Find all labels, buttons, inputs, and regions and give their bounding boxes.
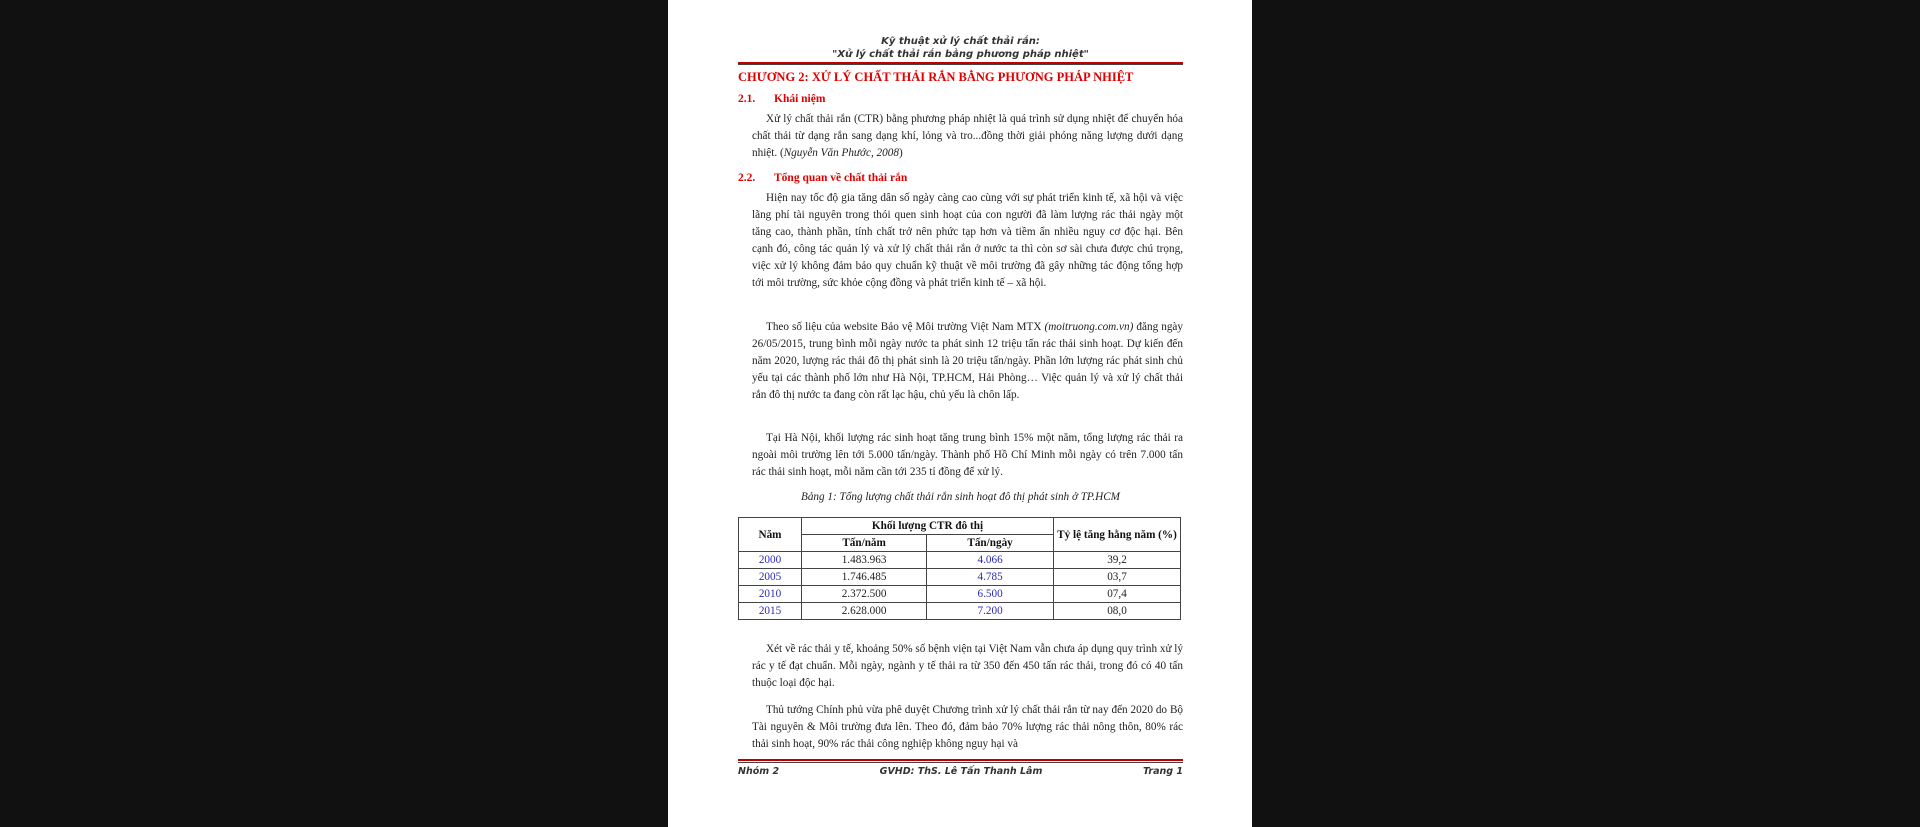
chapter-title: CHƯƠNG 2: XỬ LÝ CHẤT THẢI RẮN BẰNG PHƯƠNG PHÁP NHIỆT [738,70,1134,84]
paragraph-definition [752,111,1183,162]
paragraph-text-rest: đăng ngày 26/05/2015, trung bình mỗi ngày nước ta phát sinh 12 triệu tấn rác thải sinh hoạt. Dự kiến đến năm 2020, lượng rác thải đô thị phát sinh là 20 triệu tấn/ngày. Phần lớn lượng rác phát sinh chủ yếu tại các thành phố lớn như Hà Nội, TP.HCM, Hải Phòng… Việc quản lý và xử lý chất thải rắn đô thị nước ta đang còn rất lạc hậu, chủ yếu là chôn lấp. [752,321,1183,401]
cell-tons-per-day: 6.500 [927,586,1054,603]
document-page [668,0,1252,827]
header-growth-rate: Tỷ lệ tăng hằng năm (%) [1054,518,1181,552]
header-tons-per-day: Tấn/ngày [927,535,1054,552]
header-line-2: "Xử lý chất thải rắn bằng phương pháp nhiệt" [832,49,1089,60]
section-heading-2-1 [738,93,1183,105]
footer-supervisor: GVHD: ThS. Lê Tấn Thanh Lâm [879,766,1043,777]
paragraph-hanoi-hcm: Tại Hà Nội, khối lượng rác sinh hoạt tăng trung bình 15% một năm, tổng lượng rác thải ra ngoài môi trường lên tới 5.000 tấn/ngày. Thành phố Hồ Chí Minh mỗi ngày có trên 7.000 tấn rác thải sinh hoạt, mỗi năm cần tới 235 tỉ đồng để xử lý. [752,432,1183,478]
cell-year: 2015 [739,603,802,620]
cell-tons-per-year: 1.483.963 [802,552,927,569]
section-heading-2-2 [738,172,1183,184]
paragraph-statistics [752,319,1183,404]
paragraph-text: Xử lý chất thải rắn (CTR) bằng phương pháp nhiệt là quá trình sử dụng nhiệt để chuyển hóa chất thải từ dạng rắn sang dạng khí, lỏng và tro...đồng thời giải phóng năng lượng dưới dạng nhiệt. ( [752,113,1183,159]
header-tons-per-year: Tấn/năm [802,535,927,552]
paragraph-overview: Hiện nay tốc độ gia tăng dân số ngày càng cao cùng với sự phát triển kinh tế, xã hội và việc lãng phí tài nguyên trong thói quen sinh hoạt của con người đã làm lượng rác thải ngày một tăng cao, thành phần, tính chất trở nên phức tạp hơn và tiềm ẩn nhiều nguy cơ độc hại. Bên cạnh đó, công tác quản lý và xử lý chất thải rắn ở nước ta thì còn sơ sài chưa được chú trọng, việc xử lý không đảm bảo quy chuẩn kỹ thuật về môi trường đã gây những tác động tổng hợp tới môi trường, sức khỏe cộng đồng và phát triển kinh tế – xã hội. [752,192,1183,289]
cell-year: 2010 [739,586,802,603]
cell-tons-per-day: 7.200 [927,603,1054,620]
section-title: Tổng quan về chất thải rắn [774,172,908,184]
cell-growth-rate: 03,7 [1054,569,1181,586]
header-year: Năm [739,518,802,552]
website-citation: (moitruong.com.vn) [1044,321,1134,333]
section-number: 2.1. [738,93,756,105]
section-title: Khái niệm [774,93,826,105]
footer-group: Nhóm 2 [738,766,780,777]
cell-year: 2005 [739,569,802,586]
paragraph-medical-waste: Xét về rác thải y tế, khoảng 50% số bệnh viện tại Việt Nam vẫn chưa áp dụng quy trình xử lý rác y tế đạt chuẩn. Mỗi ngày, ngành y tế thải ra từ 350 đến 450 tấn rác thải, trong đó có 40 tấn thuộc loại độc hại. [752,643,1184,689]
section-number: 2.2. [738,172,756,184]
cell-tons-per-day: 4.785 [927,569,1054,586]
table-row [739,586,1181,603]
cell-tons-per-year: 2.372.500 [802,586,927,603]
cell-growth-rate: 08,0 [1054,603,1181,620]
waste-table [738,517,1181,620]
table-caption: Bảng 1: Tổng lượng chất thải rắn sinh hoạt đô thị phát sinh ở TP.HCM [801,491,1120,503]
footer-rule [738,759,1183,763]
paragraph-government-program: Thủ tướng Chính phủ vừa phê duyệt Chương trình xử lý chất thải rắn từ nay đến 2020 do Bộ Tài nguyên & Môi trường đưa lên. Theo đó, đảm bảo 70% lượng rác thải nông thôn, 80% rác thải sinh hoạt, 90% rác thải công nghiệp không nguy hại và [752,704,1183,750]
paragraph-text-end: ) [898,147,903,159]
table-row [739,569,1181,586]
header-mass: Khối lượng CTR đô thị [802,518,1054,535]
page-header [738,35,1183,61]
cell-tons-per-year: 2.628.000 [802,603,927,620]
table-header-row [739,518,1181,535]
cell-year: 2000 [739,552,802,569]
table-row [739,603,1181,620]
page-footer [738,766,1183,777]
cell-growth-rate: 39,2 [1054,552,1181,569]
header-rule [738,62,1183,65]
footer-page-number: Trang 1 [1142,766,1183,777]
citation: Nguyễn Văn Phước, 2008 [783,147,899,159]
cell-tons-per-year: 1.746.485 [802,569,927,586]
table-row [739,552,1181,569]
paragraph-text: Theo số liệu của website Bảo vệ Môi trường Việt Nam MTX [766,321,1045,333]
header-line-1: Kỹ thuật xử lý chất thải rắn: [881,36,1040,47]
cell-growth-rate: 07,4 [1054,586,1181,603]
cell-tons-per-day: 4.066 [927,552,1054,569]
